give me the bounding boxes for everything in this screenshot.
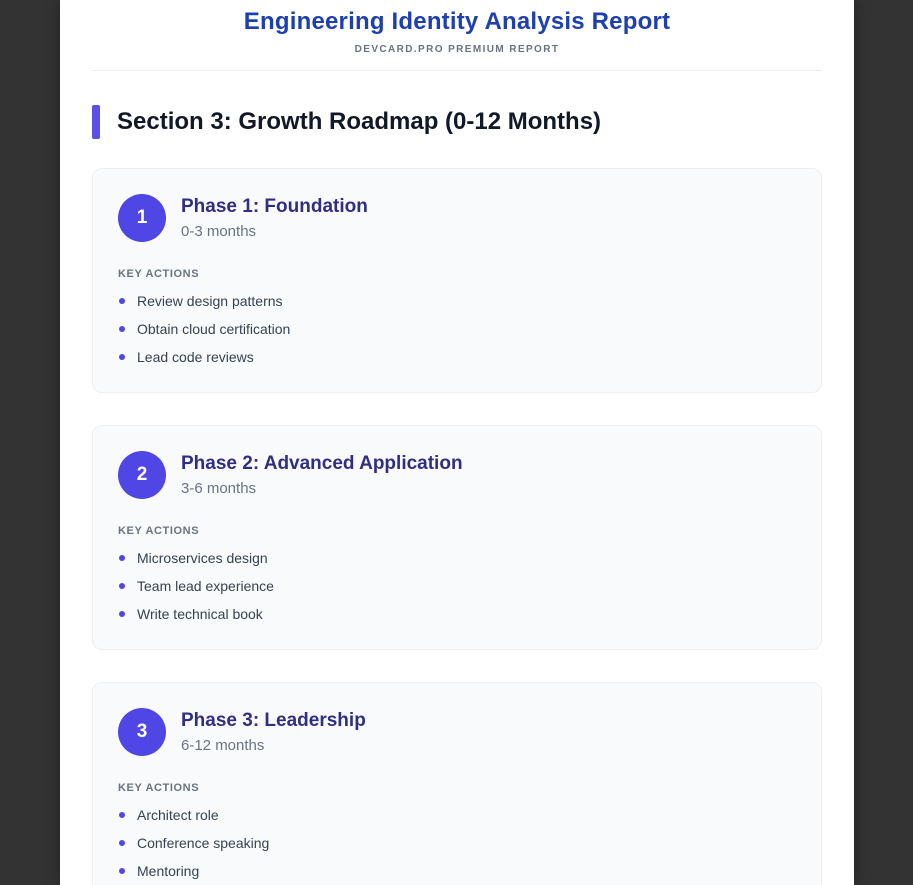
action-text: Review design patterns [137,293,283,309]
action-item [118,864,796,878]
bullet-dot-icon [119,868,125,874]
phase-header [118,194,796,242]
action-text: Team lead experience [137,578,274,594]
action-text: Microservices design [137,550,268,566]
report-header [92,0,822,71]
bullet-dot-icon [119,555,125,561]
phase-header [118,708,796,756]
actions-list [118,551,796,621]
key-actions-label: KEY ACTIONS [118,525,200,537]
phase-card [92,168,822,393]
report-page [60,0,854,885]
phase-number-badge [118,708,166,756]
key-actions-label: KEY ACTIONS [118,782,200,794]
action-text: Write technical book [137,606,263,622]
action-text: Architect role [137,807,219,823]
phase-timeframe: 3-6 months [181,480,257,497]
report-subtitle: DEVCARD.PRO PREMIUM REPORT [354,44,560,55]
bullet-dot-icon [119,840,125,846]
key-actions-label: KEY ACTIONS [118,268,200,280]
phase-timeframe: 0-3 months [181,223,257,240]
phase-cards [92,168,822,885]
phase-header [118,451,796,499]
phase-timeframe: 6-12 months [181,737,265,754]
bullet-dot-icon [119,611,125,617]
action-item [118,836,796,850]
phase-card [92,682,822,885]
action-item [118,579,796,593]
phase-number-badge [118,194,166,242]
bullet-dot-icon [119,583,125,589]
phase-number-badge [118,451,166,499]
action-text: Obtain cloud certification [137,321,291,337]
bullet-dot-icon [119,812,125,818]
phase-number: 2 [136,464,148,485]
phase-titles [181,196,368,240]
phase-titles [181,453,463,497]
action-item [118,322,796,336]
bullet-dot-icon [119,298,125,304]
action-item [118,607,796,621]
section-title: Section 3: Growth Roadmap (0-12 Months) [117,108,602,135]
phase-number: 1 [136,207,148,228]
action-text: Lead code reviews [137,349,254,365]
action-item [118,551,796,565]
phase-card [92,425,822,650]
section-accent-bar [92,105,100,139]
phase-title: Phase 3: Leadership [181,710,366,731]
phase-titles [181,710,366,754]
action-text: Conference speaking [137,835,270,851]
action-item [118,294,796,308]
action-item [118,808,796,822]
phase-title: Phase 2: Advanced Application [181,453,463,474]
report-title: Engineering Identity Analysis Report [243,8,671,35]
actions-list [118,808,796,878]
bullet-dot-icon [119,354,125,360]
bullet-dot-icon [119,326,125,332]
phase-number: 3 [136,721,148,742]
phase-title: Phase 1: Foundation [181,196,368,217]
actions-list [118,294,796,364]
action-item [118,350,796,364]
action-text: Mentoring [137,863,200,879]
section-heading [92,105,822,139]
